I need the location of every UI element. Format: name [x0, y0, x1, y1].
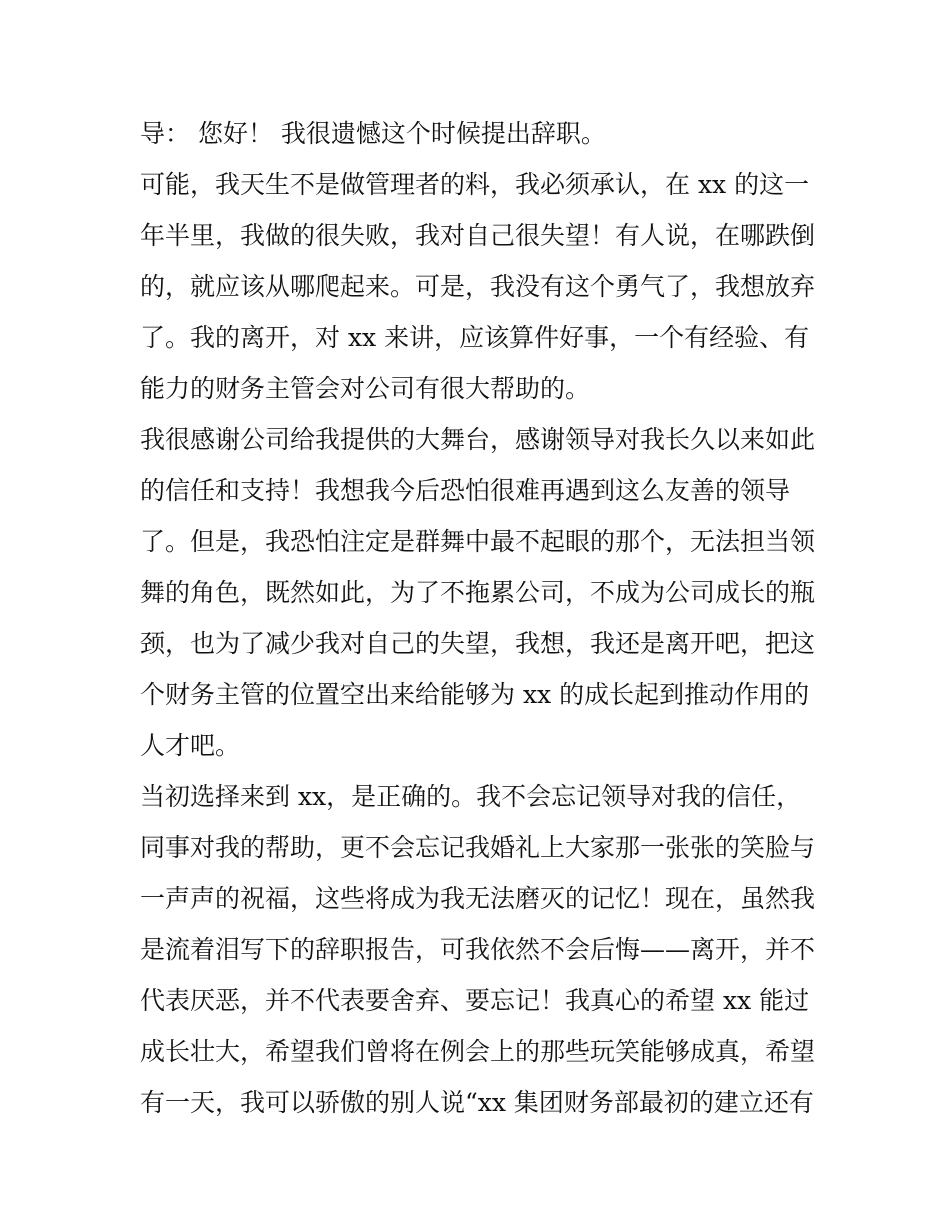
text-line: 当初选择来到 xx，是正确的。我不会忘记领导对我的信任， [140, 782, 802, 811]
text-line: 导： 您好！ 我很遗憾这个时候提出辞职。 [140, 119, 606, 148]
text-line: 可能，我天生不是做管理者的料，我必须承认，在 xx 的这一 [140, 170, 810, 199]
text-line: 了。但是，我恐怕注定是群舞中最不起眼的那个，无法担当领 [140, 527, 816, 556]
text-line: 的，就应该从哪爬起来。可是，我没有这个勇气了，我想放弃 [140, 272, 816, 301]
text-line: 代表厌恶，并不代表要舍弃、要忘记！我真心的希望 xx 能过 [140, 986, 810, 1015]
text-line: 的信任和支持！我想我今后恐怕很难再遇到这么友善的领导 [140, 476, 791, 505]
resignation-letter-body [140, 108, 820, 1128]
text-line: 个财务主管的位置空出来给能够为 xx 的成长起到推动作用的 [140, 680, 810, 709]
text-line: 人才吧。 [140, 731, 241, 760]
text-line: 颈，也为了减少我对自己的失望，我想，我还是离开吧，把这 [140, 629, 816, 658]
text-line: 舞的角色，既然如此，为了不拖累公司，不成为公司成长的瓶 [140, 578, 816, 607]
text-line: 有一天，我可以骄傲的别人说“xx 集团财务部最初的建立还有 [140, 1088, 814, 1117]
text-line: 年半里，我做的很失败，我对自己很失望！有人说，在哪跌倒 [140, 221, 816, 250]
text-line: 一声声的祝福，这些将成为我无法磨灭的记忆！现在，虽然我 [140, 884, 816, 913]
text-line: 是流着泪写下的辞职报告，可我依然不会后悔——离开，并不 [140, 935, 816, 964]
text-line: 成长壮大，希望我们曾将在例会上的那些玩笑能够成真，希望 [140, 1037, 816, 1066]
text-line: 能力的财务主管会对公司有很大帮助的。 [140, 374, 591, 403]
text-line: 了。我的离开，对 xx 来讲，应该算件好事，一个有经验、有 [140, 323, 810, 352]
text-line: 我很感谢公司给我提供的大舞台，感谢领导对我长久以来如此 [140, 425, 816, 454]
text-line: 同事对我的帮助，更不会忘记我婚礼上大家那一张张的笑脸与 [140, 833, 816, 862]
